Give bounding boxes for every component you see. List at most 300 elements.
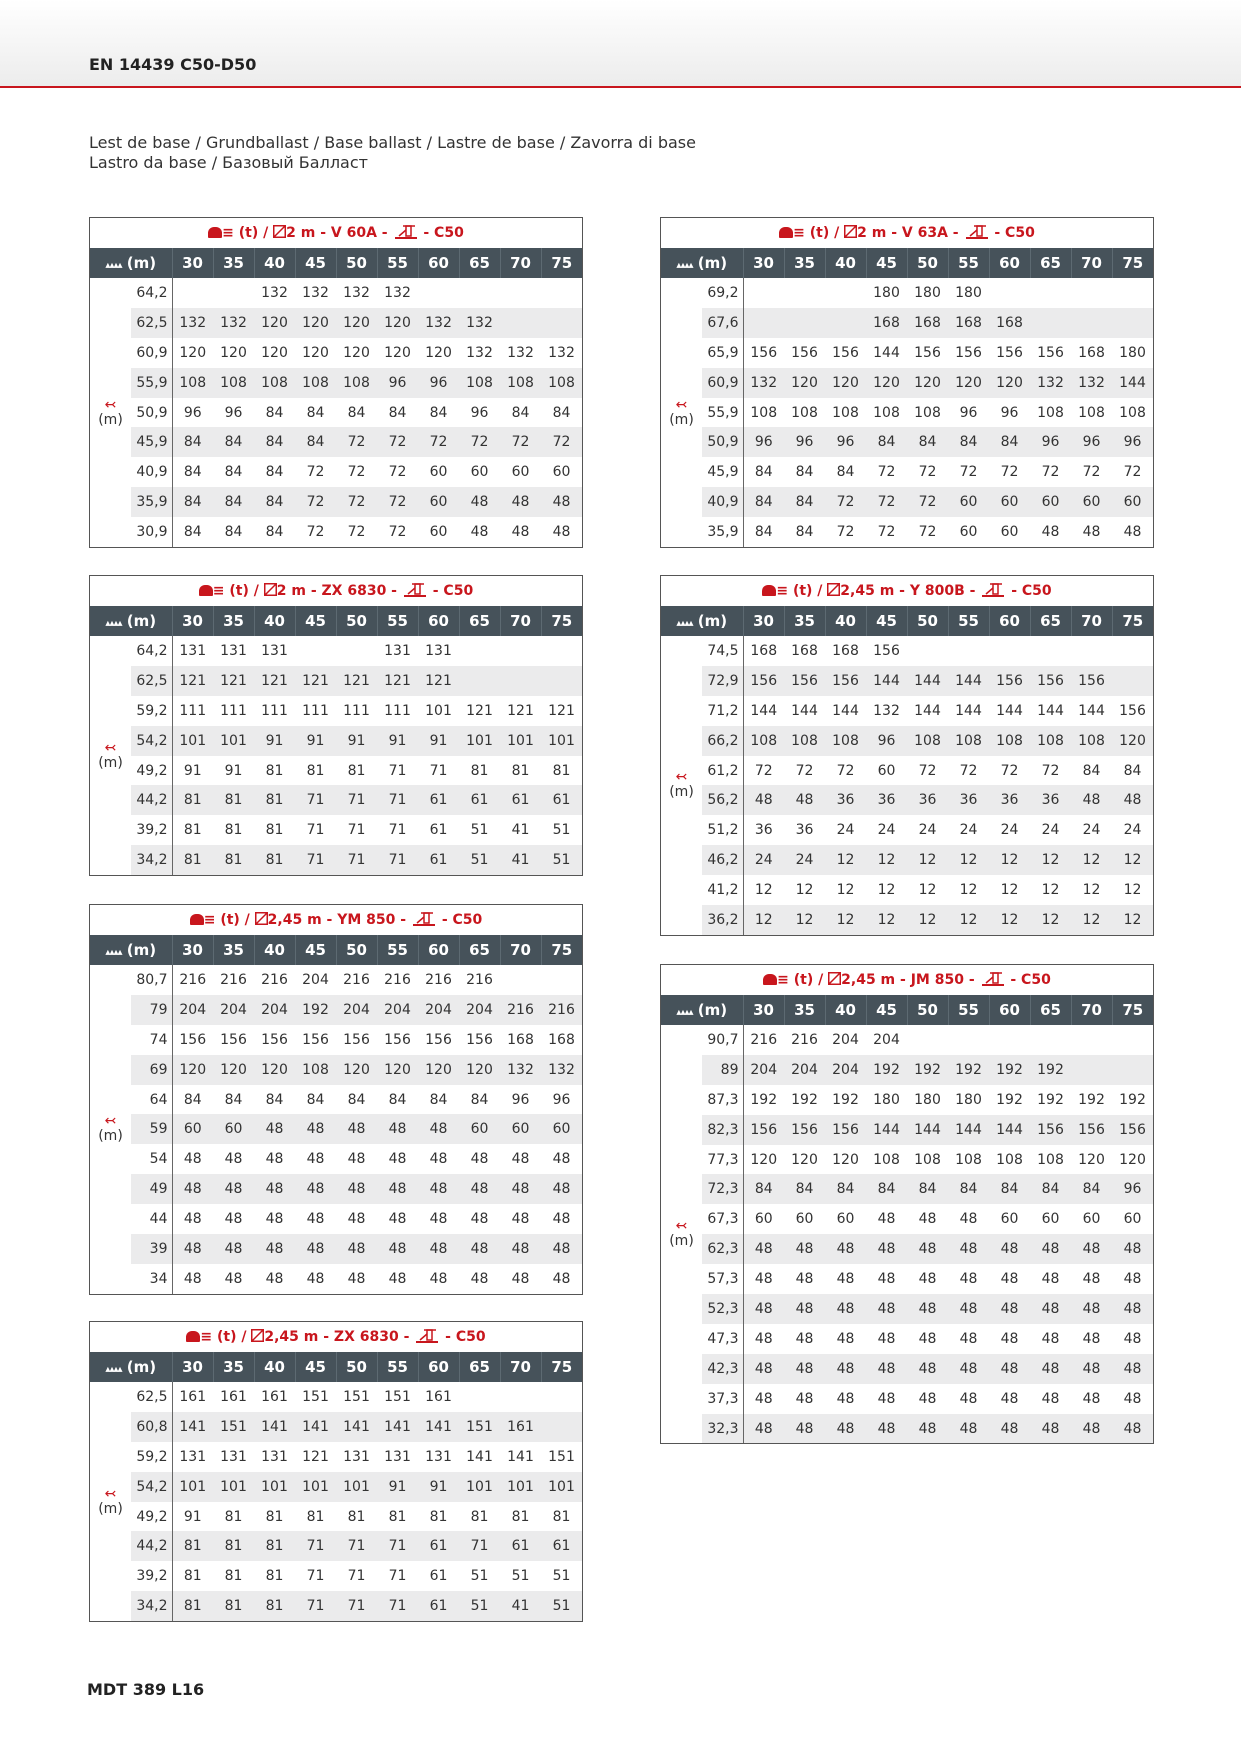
- load-value: 60: [877, 762, 896, 779]
- load-value: 12: [907, 905, 948, 935]
- load-value: 81: [347, 762, 366, 779]
- load-value: 48: [254, 1234, 295, 1264]
- table-caption: ≡ (t) / 2,45 m - Y 800B - - C50: [661, 576, 1153, 606]
- load-value: 156: [384, 1031, 411, 1048]
- caption-model: 2,45 m - Y 800B -: [840, 583, 981, 599]
- load-value: 48: [377, 1174, 418, 1204]
- load-value: 61: [500, 785, 541, 815]
- load-value: 48: [754, 1330, 773, 1347]
- load-value: 161: [500, 1412, 541, 1442]
- load-value: 48: [866, 1354, 907, 1384]
- load-value: 84: [836, 464, 855, 481]
- load-value: 81: [552, 1508, 571, 1525]
- load-value: 141: [172, 1412, 213, 1442]
- row-height: 65,9: [702, 338, 743, 368]
- load-value: 84: [907, 427, 948, 457]
- load-value: 48: [1030, 1354, 1071, 1384]
- load-value: [907, 1025, 948, 1055]
- table-row: [661, 875, 1153, 905]
- load-value: 131: [179, 642, 207, 659]
- row-height: 57,3: [702, 1264, 743, 1294]
- load-value: 108: [750, 404, 778, 421]
- caption-class: - C50: [418, 225, 464, 241]
- table-row: [90, 756, 582, 786]
- caption-model: 2,45 m - YM 850 -: [267, 912, 411, 928]
- header-cell-boom: ▴▴▴▴ (m): [661, 995, 743, 1025]
- load-value: 81: [172, 1531, 213, 1561]
- header-cell: 50: [907, 606, 948, 636]
- load-value: 48: [552, 1270, 571, 1287]
- load-value: 108: [500, 368, 541, 398]
- load-value: 48: [1123, 1330, 1142, 1347]
- load-value: 156: [791, 344, 818, 361]
- load-value: 48: [1082, 524, 1101, 541]
- load-value: 151: [459, 1412, 500, 1442]
- load-value: 132: [384, 284, 411, 301]
- load-value: 48: [511, 1151, 530, 1168]
- load-value: 101: [213, 1472, 254, 1502]
- table-row: [90, 995, 582, 1025]
- load-value: 60: [948, 487, 989, 517]
- load-value: 48: [918, 1211, 937, 1228]
- row-height: 50,9: [702, 427, 743, 457]
- load-value: [172, 278, 213, 308]
- load-value: 81: [224, 822, 243, 839]
- load-value: 48: [511, 1211, 530, 1228]
- load-value: 84: [866, 1174, 907, 1204]
- table-row: [661, 905, 1153, 935]
- load-value: 12: [836, 882, 855, 899]
- header-cell: 55: [948, 995, 989, 1025]
- table-header: [90, 248, 582, 278]
- load-value: 51: [541, 845, 582, 875]
- load-value: 81: [388, 1508, 407, 1525]
- table-row: [90, 1144, 582, 1174]
- load-value: 84: [172, 487, 213, 517]
- load-value: [948, 1025, 989, 1055]
- table-row: [90, 368, 582, 398]
- table-row: [661, 427, 1153, 457]
- load-value: 168: [866, 308, 907, 338]
- load-value: 84: [866, 427, 907, 457]
- load-value: [500, 666, 541, 696]
- row-height: 67,6: [702, 308, 743, 338]
- crane-icon: [414, 1329, 440, 1345]
- load-value: 204: [832, 1031, 859, 1048]
- load-value: 84: [265, 464, 284, 481]
- load-value: 192: [1037, 1091, 1064, 1108]
- load-value: 48: [784, 785, 825, 815]
- load-value: 48: [1000, 1330, 1019, 1347]
- load-value: 96: [784, 427, 825, 457]
- load-value: 141: [295, 1412, 336, 1442]
- load-value: 216: [179, 971, 207, 988]
- load-value: 131: [261, 642, 288, 659]
- load-value: [500, 1382, 541, 1412]
- load-value: 48: [1082, 1390, 1101, 1407]
- header-cell: 45: [295, 606, 336, 636]
- table-row: [661, 1264, 1153, 1294]
- load-value: 108: [955, 1151, 982, 1168]
- load-value: 48: [224, 1211, 243, 1228]
- table-row: [661, 845, 1153, 875]
- load-value: 48: [377, 1114, 418, 1144]
- load-value: [500, 965, 541, 995]
- load-value: 48: [1123, 1390, 1142, 1407]
- row-height: 60,8: [131, 1412, 172, 1442]
- load-value: 144: [1078, 702, 1105, 719]
- load-value: 144: [873, 344, 900, 361]
- weight-icon: [186, 1331, 200, 1342]
- load-value: 121: [418, 666, 459, 696]
- load-value: 72: [1000, 762, 1019, 779]
- row-height: 35,9: [131, 487, 172, 517]
- load-value: 96: [224, 404, 243, 421]
- row-height: 64,2: [131, 278, 172, 308]
- boom-icon: ▴▴▴▴: [105, 1364, 122, 1375]
- load-value: 48: [1030, 1414, 1071, 1444]
- load-value: 84: [265, 404, 284, 421]
- load-value: 111: [220, 702, 247, 719]
- table-row: [90, 1204, 582, 1234]
- load-value: 48: [825, 1234, 866, 1264]
- caption-unit: (t) /: [809, 225, 845, 241]
- load-value: 216: [466, 971, 493, 988]
- load-value: 120: [989, 368, 1030, 398]
- load-value: 41: [500, 1591, 541, 1621]
- load-value: 71: [306, 822, 325, 839]
- load-value: 84: [784, 487, 825, 517]
- crane-icon: [393, 225, 419, 241]
- load-value: 48: [948, 1234, 989, 1264]
- load-value: 84: [743, 1174, 784, 1204]
- load-value: 132: [213, 308, 254, 338]
- load-value: 48: [265, 1211, 284, 1228]
- load-value: 101: [500, 1472, 541, 1502]
- load-value: 108: [914, 404, 941, 421]
- header-cell: 75: [1112, 606, 1153, 636]
- load-value: 12: [948, 905, 989, 935]
- load-value: 12: [1030, 905, 1071, 935]
- row-height: 71,2: [702, 696, 743, 726]
- load-value: 81: [172, 785, 213, 815]
- load-value: 120: [343, 344, 370, 361]
- load-value: 84: [306, 1091, 325, 1108]
- load-value: 72: [907, 487, 948, 517]
- load-value: 120: [179, 344, 207, 361]
- load-value: 132: [343, 284, 370, 301]
- table-row: [661, 487, 1153, 517]
- load-value: 101: [500, 726, 541, 756]
- load-value: 71: [459, 1531, 500, 1561]
- load-value: [743, 278, 784, 308]
- load-value: 156: [914, 344, 941, 361]
- caption-model: 2 m - V 63A -: [857, 225, 964, 241]
- load-value: 48: [784, 1354, 825, 1384]
- load-value: 192: [907, 1055, 948, 1085]
- radius-icon: ↢: [675, 769, 688, 786]
- header-cell: 70: [1071, 248, 1112, 278]
- load-value: 84: [754, 524, 773, 541]
- row-height: 41,2: [702, 875, 743, 905]
- load-value: 120: [254, 308, 295, 338]
- load-value: 60: [754, 1211, 773, 1228]
- header-cell: 50: [336, 1352, 377, 1382]
- load-value: 144: [750, 702, 778, 719]
- load-value: 12: [877, 882, 896, 899]
- load-value: 48: [959, 1211, 978, 1228]
- table-row: [90, 1114, 582, 1144]
- load-value: 24: [1082, 822, 1101, 839]
- header-cell: 75: [541, 1352, 582, 1382]
- load-value: 108: [743, 726, 784, 756]
- load-value: 156: [784, 666, 825, 696]
- load-value: 108: [1037, 404, 1064, 421]
- load-value: 72: [459, 427, 500, 457]
- boom-icon: ▴▴▴▴: [676, 260, 693, 271]
- load-value: 71: [377, 845, 418, 875]
- load-value: [1071, 1055, 1112, 1085]
- load-value: 91: [183, 1508, 202, 1525]
- table-row: [90, 427, 582, 457]
- caption-unit: (t) /: [238, 225, 274, 241]
- load-value: 48: [1082, 1330, 1101, 1347]
- load-value: 72: [1000, 464, 1019, 481]
- incline-icon: [828, 972, 841, 988]
- load-value: 108: [1078, 404, 1105, 421]
- load-value: 96: [1000, 404, 1019, 421]
- boom-icon: ▴▴▴▴: [676, 618, 693, 629]
- load-value: 91: [418, 1472, 459, 1502]
- load-value: 12: [1041, 882, 1060, 899]
- table-row: [90, 487, 582, 517]
- load-value: 84: [347, 404, 366, 421]
- load-value: 81: [213, 785, 254, 815]
- load-value: 12: [1000, 882, 1019, 899]
- load-value: 61: [418, 785, 459, 815]
- header-cell: 30: [172, 935, 213, 965]
- load-value: [1112, 1025, 1153, 1055]
- table-row: [90, 726, 582, 756]
- load-value: 12: [866, 905, 907, 935]
- load-value: 48: [907, 1354, 948, 1384]
- table-caption: ≡ (t) / 2,45 m - JM 850 - - C50: [661, 965, 1153, 995]
- load-value: 216: [541, 995, 582, 1025]
- load-value: 84: [948, 1174, 989, 1204]
- load-value: 144: [955, 702, 982, 719]
- load-value: 120: [377, 308, 418, 338]
- load-value: 51: [511, 1568, 530, 1585]
- load-value: 48: [183, 1270, 202, 1287]
- load-value: 132: [418, 308, 459, 338]
- load-value: 192: [989, 1055, 1030, 1085]
- boom-icon: ▴▴▴▴: [105, 947, 122, 958]
- load-value: 48: [825, 1414, 866, 1444]
- load-value: 51: [470, 822, 489, 839]
- load-value: 204: [377, 995, 418, 1025]
- load-value: 168: [832, 642, 859, 659]
- header-cell: 35: [784, 995, 825, 1025]
- row-height: 55,9: [131, 368, 172, 398]
- header-cell-boom: ▴▴▴▴ (m): [661, 606, 743, 636]
- load-value: 48: [336, 1114, 377, 1144]
- load-value: 84: [224, 1091, 243, 1108]
- load-value: 48: [500, 1234, 541, 1264]
- load-value: 48: [1082, 1271, 1101, 1288]
- header-cell: 35: [213, 1352, 254, 1382]
- crane-icon: [964, 225, 990, 241]
- load-value: 48: [213, 1174, 254, 1204]
- load-value: 84: [254, 427, 295, 457]
- load-value: 12: [918, 882, 937, 899]
- load-value: 144: [1112, 368, 1153, 398]
- load-value: 81: [306, 762, 325, 779]
- caption-unit: (t) /: [220, 912, 255, 928]
- load-value: 60: [511, 464, 530, 481]
- load-value: 96: [470, 404, 489, 421]
- load-value: 180: [873, 1091, 900, 1108]
- header-cell: 30: [172, 248, 213, 278]
- load-value: 72: [347, 524, 366, 541]
- load-value: 151: [343, 1388, 370, 1405]
- load-value: 156: [996, 344, 1023, 361]
- caption-unit: (t) /: [793, 972, 829, 988]
- load-value: 216: [261, 971, 288, 988]
- load-value: 71: [388, 822, 407, 839]
- load-value: 72: [918, 524, 937, 541]
- load-value: 101: [541, 726, 582, 756]
- load-value: 48: [959, 1271, 978, 1288]
- load-value: 180: [873, 284, 900, 301]
- table-row: [90, 517, 582, 547]
- load-value: 12: [1082, 882, 1101, 899]
- caption-model: 2 m - V 60A -: [286, 225, 393, 241]
- table-row: [661, 398, 1153, 428]
- row-height: 62,5: [131, 1382, 172, 1412]
- table-row: [661, 1384, 1153, 1414]
- load-value: 61: [541, 785, 582, 815]
- load-value: 48: [470, 1151, 489, 1168]
- load-value: 131: [261, 1448, 288, 1465]
- load-value: 84: [172, 427, 213, 457]
- header-cell: 55: [377, 935, 418, 965]
- load-value: 48: [866, 1294, 907, 1324]
- load-value: 48: [866, 1234, 907, 1264]
- load-value: 48: [877, 1271, 896, 1288]
- header-cell: 40: [254, 1352, 295, 1382]
- load-value: 72: [377, 427, 418, 457]
- load-value: 144: [948, 1115, 989, 1145]
- load-value: 48: [470, 1211, 489, 1228]
- load-value: 96: [825, 427, 866, 457]
- header-cell: 30: [172, 606, 213, 636]
- load-value: 156: [955, 344, 982, 361]
- load-value: [541, 666, 582, 696]
- header-cell: 30: [172, 1352, 213, 1382]
- load-value: 84: [265, 524, 284, 541]
- table-row: [90, 278, 582, 308]
- load-value: 48: [989, 1414, 1030, 1444]
- crane-icon: [980, 583, 1006, 599]
- load-value: 121: [295, 666, 336, 696]
- row-height: 59,2: [131, 1442, 172, 1472]
- load-value: 48: [1071, 1234, 1112, 1264]
- load-value: 108: [825, 726, 866, 756]
- load-value: 204: [213, 995, 254, 1025]
- table-row: [90, 815, 582, 845]
- load-value: 151: [384, 1388, 411, 1405]
- load-value: 48: [459, 487, 500, 517]
- caption-model: 2,45 m - ZX 6830 -: [264, 1329, 415, 1345]
- load-value: 71: [377, 1591, 418, 1621]
- load-table-v60a: [89, 217, 583, 548]
- load-value: 12: [907, 845, 948, 875]
- load-value: 120: [220, 344, 247, 361]
- load-value: 72: [306, 464, 325, 481]
- load-table-jm850: [660, 964, 1154, 1444]
- table-row: [90, 308, 582, 338]
- caption-unit: (t) /: [792, 583, 828, 599]
- load-value: 120: [866, 368, 907, 398]
- radius-label: [90, 965, 131, 1294]
- load-value: 71: [347, 822, 366, 839]
- crane-icon: [980, 972, 1006, 988]
- load-value: 151: [213, 1412, 254, 1442]
- load-value: 24: [1123, 822, 1142, 839]
- load-value: 81: [265, 1508, 284, 1525]
- header-cell: 60: [418, 1352, 459, 1382]
- row-height: 56,2: [702, 785, 743, 815]
- load-value: 156: [425, 1031, 452, 1048]
- load-value: [500, 308, 541, 338]
- header-cell: 35: [213, 248, 254, 278]
- load-value: 151: [302, 1388, 329, 1405]
- caption-class: - C50: [436, 912, 483, 928]
- load-value: 48: [418, 1174, 459, 1204]
- load-value: 48: [959, 1390, 978, 1407]
- table-row: [90, 636, 582, 666]
- load-value: 131: [425, 642, 452, 659]
- load-value: 48: [918, 1330, 937, 1347]
- weight-icon: [762, 585, 776, 596]
- load-value: 84: [429, 404, 448, 421]
- load-value: 168: [1078, 344, 1105, 361]
- load-value: 81: [224, 1508, 243, 1525]
- load-value: 24: [877, 822, 896, 839]
- header-cell: 45: [866, 248, 907, 278]
- load-value: 84: [1030, 1174, 1071, 1204]
- load-value: 108: [791, 404, 818, 421]
- load-value: 144: [791, 702, 818, 719]
- load-value: 48: [825, 1354, 866, 1384]
- header-cell-boom: ▴▴▴▴ (m): [90, 606, 172, 636]
- load-value: 51: [459, 1591, 500, 1621]
- load-value: 216: [425, 971, 452, 988]
- load-value: 48: [959, 1330, 978, 1347]
- load-value: 132: [1030, 368, 1071, 398]
- load-value: 132: [459, 308, 500, 338]
- boom-icon: ▴▴▴▴: [105, 260, 122, 271]
- load-value: 48: [347, 1211, 366, 1228]
- load-value: 48: [306, 1211, 325, 1228]
- header-cell: 55: [377, 248, 418, 278]
- table-row: [661, 1115, 1153, 1145]
- load-value: 101: [172, 726, 213, 756]
- load-value: 24: [1041, 822, 1060, 839]
- load-value: 48: [948, 1414, 989, 1444]
- header-cell: 30: [743, 248, 784, 278]
- load-value: 48: [1112, 1414, 1153, 1444]
